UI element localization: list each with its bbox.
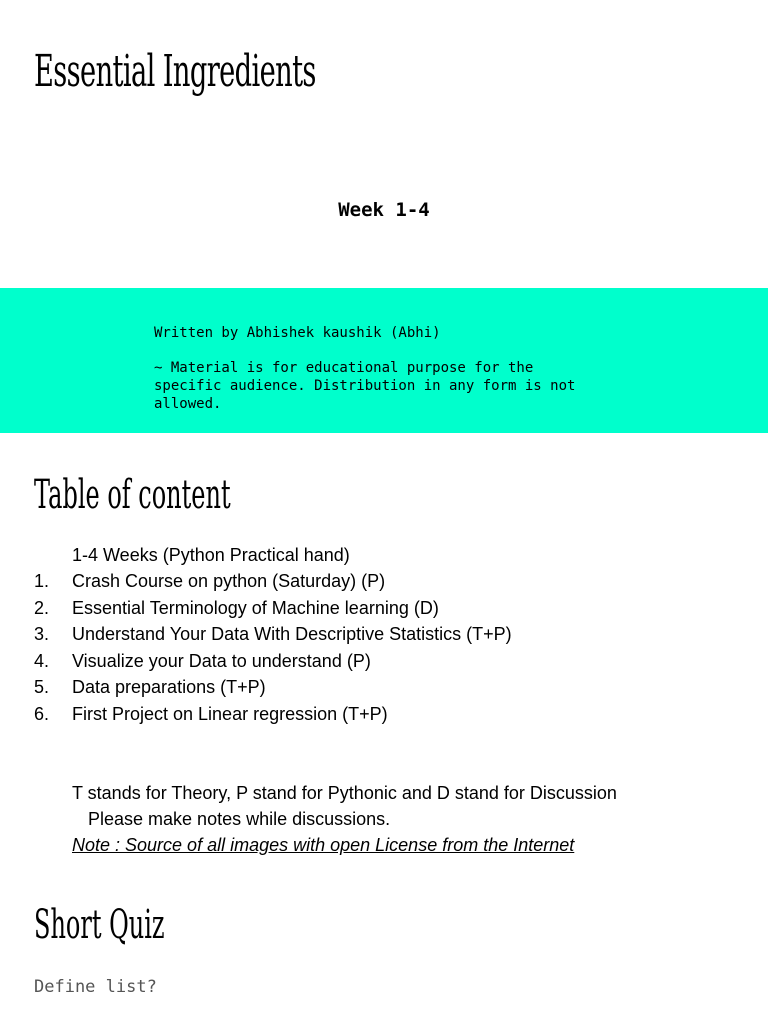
- toc-item-number: 2.: [34, 597, 50, 618]
- toc-item-label: Visualize your Data to understand (P): [72, 650, 371, 671]
- toc-list: [34, 570, 512, 730]
- week-label: Week 1-4: [338, 199, 430, 221]
- toc-item: [34, 703, 512, 730]
- toc-item: [34, 676, 512, 703]
- page-title: Essential Ingredients: [34, 46, 316, 97]
- toc-item-label: First Project on Linear regression (T+P): [72, 703, 388, 724]
- toc-item: [34, 597, 512, 624]
- toc-intro: 1-4 Weeks (Python Practical hand): [72, 545, 350, 565]
- author-credit: Written by Abhishek kaushik (Abhi): [154, 325, 441, 341]
- toc-item-number: 5.: [34, 677, 50, 698]
- quiz-question: Define list?: [34, 977, 157, 997]
- toc-item-label: Understand Your Data With Descriptive Statistics (T+P): [72, 624, 512, 645]
- image-source-note: Note : Source of all images with open License from the Internet: [72, 835, 575, 855]
- distribution-notice: ~ Material is for educational purpose for the specific audience. Distribution in any form is not allowed.: [154, 360, 576, 412]
- toc-item-label: Data preparations (T+P): [72, 677, 266, 698]
- toc-item-number: 3.: [34, 624, 50, 645]
- toc-item: [34, 650, 512, 677]
- toc-item-label: Crash Course on python (Saturday) (P): [72, 571, 386, 591]
- toc-item-number: 1.: [34, 571, 50, 591]
- quiz-heading: Short Quiz: [34, 902, 165, 948]
- toc-item-number: 6.: [34, 703, 50, 724]
- toc-item: [34, 570, 512, 597]
- notation-legend: T stands for Theory, P stand for Pythonic and D stand for Discussion: [72, 783, 617, 803]
- toc-item-label: Essential Terminology of Machine learning (D): [72, 597, 439, 618]
- toc-item: [34, 623, 512, 650]
- toc-item-number: 4.: [34, 650, 50, 671]
- toc-heading: Table of content: [34, 472, 231, 518]
- notes-reminder: Please make notes while discussions.: [88, 809, 391, 829]
- author-banner: [0, 288, 768, 433]
